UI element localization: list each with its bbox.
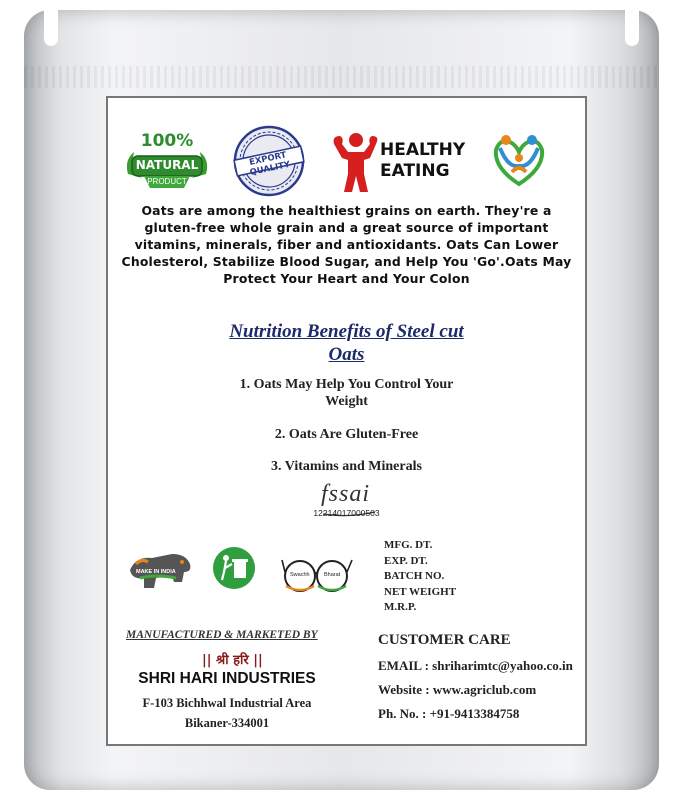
net-weight-label: NET WEIGHT — [384, 585, 457, 598]
tear-notch-left — [44, 10, 58, 46]
batch-no-label: BATCH NO. — [384, 570, 445, 582]
natural-top-text: 100% — [140, 131, 194, 151]
email-label: EMAIL : — [378, 658, 433, 673]
fssai-logo-text: fssai — [321, 481, 371, 507]
address-line2: Bikaner-334001 — [184, 716, 270, 730]
website-line — [378, 682, 536, 698]
eating-text: EATING — [380, 161, 450, 181]
benefit-item — [108, 426, 585, 443]
fssai-license-number: 12214017000503 — [313, 508, 380, 518]
website-label: Website : — [378, 682, 433, 697]
benefit-1-line1: 1. Oats May Help You Control Your — [239, 377, 454, 392]
family-heart-icon — [488, 128, 550, 190]
fssai-logo — [321, 481, 370, 508]
nutrition-heading-line1: Nutrition Benefits of Steel cut — [229, 321, 464, 342]
natural-bot-text: PRODUCT — [147, 177, 187, 186]
email-value: shriharimtc@yahoo.co.in — [432, 658, 573, 673]
export-quality-text: EXPORT QUALITY — [248, 150, 292, 179]
benefit-item — [108, 458, 585, 475]
nutrition-heading-line2: Oats — [328, 344, 365, 365]
healthy-text: HEALTHY — [380, 140, 466, 160]
healthy-eating-badge — [330, 130, 466, 194]
mfg-date-label: MFG. DT. — [384, 539, 433, 551]
badge-row — [108, 120, 585, 200]
email-line — [378, 658, 573, 674]
export-quality-seal — [232, 124, 306, 198]
exp-date-label: EXP. DT. — [384, 554, 428, 567]
natural-mid-text: NATURAL — [135, 158, 199, 172]
phone-value: +91-9413384758 — [429, 706, 520, 721]
phone-line — [378, 706, 519, 722]
zip-seal — [24, 66, 659, 88]
natural-product-badge — [122, 130, 212, 194]
phone-label: Ph. No. : — [378, 706, 430, 721]
make-in-india-text: MAKE IN INDIA — [136, 569, 176, 575]
muscle-person-icon — [330, 130, 380, 194]
product-info-list — [384, 538, 456, 616]
benefit-1-line2: Weight — [325, 394, 368, 409]
make-in-india-lion-icon — [126, 548, 194, 596]
oats-description: Oats are among the healthiest grains on earth. They're a gluten-free whole grain and a great source of important vitamins, minerals, fiber and antioxidants. Oats Can Lower Cholesterol, Stabilize Blood Sugar, and Help You 'Go'.Oats May Protect Your Heart and Your Colon — [121, 203, 572, 286]
swachh-bharat-glasses-icon — [280, 552, 354, 596]
website-value: www.agriclub.com — [432, 682, 537, 697]
hindi-brand-name: || श्री हरि || — [202, 653, 263, 668]
benefit-2: 2. Oats Are Gluten-Free — [274, 427, 419, 442]
product-label — [106, 96, 587, 746]
customer-care-heading: CUSTOMER CARE — [378, 632, 511, 648]
address-line1: F-103 Bichhwal Industrial Area — [142, 696, 312, 710]
manufacturer-heading: MANUFACTURED & MARKETED BY — [126, 629, 318, 641]
nutrition-heading — [108, 320, 585, 366]
benefit-3: 3. Vitamins and Minerals — [271, 459, 422, 474]
benefit-item — [108, 376, 585, 410]
swachh-text: Swachh — [290, 572, 310, 578]
company-name: SHRI HARI INDUSTRIES — [138, 670, 316, 687]
tear-notch-right — [625, 10, 639, 46]
dustbin-recycle-icon — [212, 546, 256, 590]
mrp-label: M.R.P. — [384, 601, 417, 613]
bharat-text: Bharat — [324, 572, 341, 578]
